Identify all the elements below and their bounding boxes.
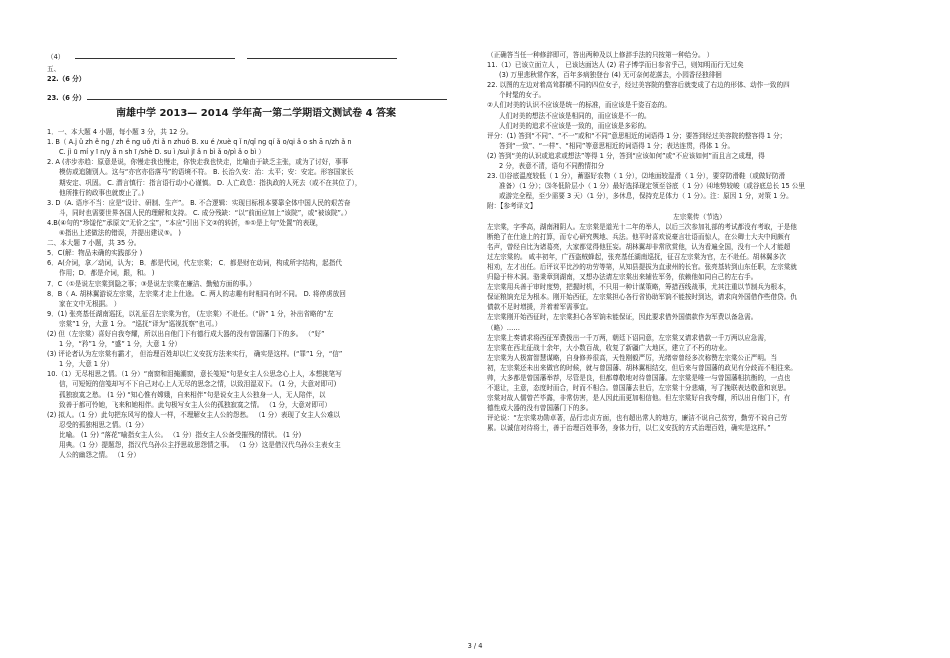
- text-line: 人们对美的追求不应该是一致的，而应该是多彩的。: [499, 121, 651, 130]
- text-line: (2) 答到“美的认识或追求或想法”等得 1 分，答到“应该如何”或“不应该如何”而且言之成理，得: [487, 151, 765, 160]
- right-answer-list: [487, 50, 912, 434]
- text-line: (2) 拟人。（1 分）此句把东风写的像人一样，不理解女主人公的怨愁。 （1 分）表现了女主人公难以: [47, 410, 341, 419]
- question-label: 22.（6 分）: [47, 75, 86, 84]
- text-line: 2 分，表意不清，语句不同酌情扣分: [499, 162, 605, 171]
- answer-line: [47, 91, 465, 105]
- text-line: 用典。（1 分）提题怨，指汉代乌孙公主抒思故思怨情之事。 （1 分）这是借汉代乌孙公主表女主: [59, 441, 341, 449]
- text-line: 初，左宗棠还未出来做官的时候，就与曾国藩、胡林翼相结交，但后来与曾国藩的政见有分歧而不相往来。: [487, 363, 797, 372]
- text-line: C. jì ū mí y ī n/y ǎ n sh ī /shè D. su ì /suì jī ǎ n bì ǎ o/pì ǎ o bì ）: [59, 148, 265, 157]
- text-line: 2. A (亦步亦趋：原意是说，你慢走我也慢走，你快走我也快走，比喻由于缺乏主张，或为了讨好，事事: [47, 158, 349, 167]
- question-number: （4）: [47, 53, 65, 61]
- text-line: 信，可短短的信笺却写不下自己对心上人无尽的思念之情，以致泪湿双下。 (1 分，大意对即可): [59, 380, 337, 389]
- text-line: 评分：(1) 答到“不同”、“不一”或和“不同”意思相近的词语得 1 分；要答到经过美容院的整容得 1 分；: [487, 131, 787, 140]
- text-line: ②人们对美的认识不应该是统一的标准，而应该是千姿百态的。: [487, 101, 671, 110]
- text-line: 宗棠对故人儒曾芒毕露，非常仿害，是人因此而更加相信他。但左宗棠好自我夸耀，所以出自他门下，有: [487, 394, 791, 403]
- text-line: 断绝了在仕途上的打算，而专心研究舆地、兵法。他平时喜欢说豪言壮语而惊人，在公卿士大夫中间颇有: [487, 232, 791, 241]
- text-line: 3. D（A. 语序不当：应是“设计、研制、生产”。 B. 不合逻辑：实现目标根本要靠全体中国人民的艰苦奋: [47, 198, 351, 207]
- text-line: 左宗棠在西北征战十余年，大小数百战，收复了新疆广大地区，建立了不朽的功业。: [487, 343, 731, 352]
- text-line: (3) 评论者认为左宗棠有霸才， 但治理百姓却以仁义安抚方法来实行， 确实是这样。(“罪”1 分，“信”: [47, 350, 343, 359]
- text-line: 答到“一致”、“一样”、“相同”等意思相近的词语得 1 分；表达连贯，得体 1 分。: [499, 141, 735, 150]
- text-line: 相劝，左才出任。后评议平比沙的功劳等第，从知县提拔为直隶州的长官。张亮基转到山东任职，左宗棠就: [487, 262, 797, 271]
- text-line: 评论说：“左宗棠功勋卓著，品行忠贞方面，也有超出常人的地方，廉洁不说自己贫穷，勤劳不说自己劳: [487, 414, 788, 423]
- text-line: 或游完全程，至少需要 3 天）（1 分），多休息，保持充足体力（ 1 分）。注：原因 1 分，对策 1 分。: [499, 192, 793, 201]
- text-line: 二、本大题 7 小题，共 35 分。: [47, 239, 141, 248]
- text-line: 5．C(解：物品未确的实践部分 ): [47, 249, 143, 258]
- answer-line: [47, 74, 465, 88]
- text-line: 孤独寂寞之愁。 (1 分) “知心惟有嫦娥，自来相伴”句是说女主人公独身一人，无人陪伴，以: [59, 390, 326, 399]
- text-line: 名声，曾经自比为诸葛亮，大家都觉得他狂妄。胡林翼却非常欣赏他，认为看遍全国，没有一个人才能超: [487, 242, 791, 251]
- text-line: 模仿或追随别人。这与“亦官亦俗落马”的语境不符。 B. 长治久安：治：太平；安：安定。形容国家长: [59, 168, 354, 177]
- text-line: 附：【参考译文】: [487, 202, 537, 211]
- text-line: 1 分，大意 1 分）: [59, 360, 114, 369]
- text-line: 左宗棠上奏请求将西征军费拨出一千万两，朝廷下诏同意，左宗棠又请求借款一千万两以应急需，: [487, 333, 771, 342]
- text-line: 宗棠”1 分，大意 1 分。 “巡抚”译为“巡视抚察”也可。）: [59, 319, 222, 328]
- text-line: 7．C（①是说左宗棠到隐之事；③是说左宗棠在廉洁、勤勉方面的事。）: [47, 279, 256, 288]
- text-line: 过左宗棠的。 咸丰初年，广西盗贼蜂起，张亮基任湖南巡抚，征召左宗棠为官，左不赴任。胡林翼多次: [487, 252, 786, 261]
- text-line: 9．(1) 张亮基任湖南巡抚，以礼征召左宗棠为官， (左宗棠）不赴任。（“辟” 1 分，补出省略的“左: [47, 309, 334, 318]
- text-line: 人们对美的想法不应该是相同的，而应该是不一的。: [499, 111, 651, 120]
- text-line: 10.（1）无尽相思之情。（1 分）“南窗和泪掩潮窗，意长笺短”句是女主人公思念心上人，本想挑笔写: [47, 370, 342, 379]
- text-line: 个时髦的女子。: [499, 91, 546, 100]
- text-line: (3) 万里悲秋常作客，百年多病独登台 (4) 无可奈何花落去，小园香径独徘徊: [499, 71, 722, 80]
- text-line: 左宗棠刚开始西征时，左宗棠担心各军饷未能保证，因此要求借外国债款作为军费以备急需。: [487, 313, 758, 322]
- text-line: 8．B（ A. 胡林翼游说左宗棠，左宗棠才走上仕途。 C. 两人的志趣有时相同有时不同。 D. 将停虏放回: [47, 289, 346, 298]
- answer-blank: [247, 50, 397, 59]
- text-line: 作用；D．都是介词，跟，和。 ): [59, 269, 155, 278]
- text-line: 他所推行的政事也就废止了。): [59, 188, 144, 197]
- text-line: 不退让，主意，态度时而合，时而不相合。曾国藩去世后，左宗棠十分悲痛，写了挽联表达敬意和哀思。: [487, 384, 791, 393]
- text-line: 人公的幽怨之情。 （1 分）: [59, 451, 140, 460]
- text-line: 累。以诚信对待将士，善于治理百姓事务，身体力行，以仁义安抚的方式治理百姓，确实是这样。”: [487, 424, 771, 433]
- text-line: 保证粮饷充足为根本。刚开始西征，左宗棠担心各行省协助军饷不能按时到达，请求向外国借作些借贷。仇: [487, 293, 797, 302]
- text-line: 22. 以图的左边对着高耸群横不同的四位女子，经过美容院的整容后就变成了右边的形体、动作一致的四: [487, 81, 790, 90]
- text-line: 左宗棠为人极富智慧谋略，自身修养很高，天性刚毅严厉，光绪帝曾经多次称赞左宗棠公正严明。当: [487, 353, 778, 362]
- text-line: 归隐于梓木洞。骆秉章到湖南，又想办法请左宗棠出来辅佐军务，依赖他如同自己的左右手。: [487, 273, 758, 282]
- text-line: 23. ⑴谷底温度较低（ 1 分），蓄器好农物（ 1 分），⑵地面较湿滑（ 1 分），要穿防滑鞋（或做好防滑: [487, 172, 786, 181]
- question-label: 23.（6 分）: [47, 94, 86, 103]
- text-line: （正确答当任一种修辞即可，答出两种及以上修辞手法的只按第一种给分。 ）: [487, 51, 714, 59]
- answer-blank: [75, 50, 235, 59]
- text-line: 比喻。 (1 分) “落花”喻指女主人公。 （1 分）指女主人公备受摧残的情状。 (1 分): [59, 430, 302, 439]
- text-line: 债款不足时增援，并着着军需事宜。: [487, 303, 593, 312]
- text-line: 1. B（ A.j ǔ zh ě ng / zh ě ng uǒ /ti ǎ n zhuó B. xu é /xuè q ǐ n/qǐ ng qí ǎ o/qi ǎ o sh ā n/zh ǎ n: [47, 138, 352, 147]
- text-line: (2) 但（左宗棠）喜好自我夸耀，所以出自他门下有德行成大器的没有曾国藩门下的多。 （“好”: [47, 329, 325, 338]
- text-line: 斗，同时也需要世界各国人民的理解和支持。 C. 成分残缺：“以”前面应加上“该院”，或“被该院”。）: [59, 208, 351, 217]
- text-line: 帅，大多都是曾国藩举荐，尽管是良，但都尊敬地对待曾国藩。左宗棠是唯一与曾国藩相抗衡的，一点也: [487, 374, 791, 382]
- text-line: 左宗棠，字季高，湖南湘阴人。左宗棠是道光十二年的举人，以后三次参加礼部的考试都没有考取，于是他: [487, 222, 797, 231]
- text-line: 准备）（1 分）；⑶冬低阶层小（ 1 分）最好选择现定领至谷底（ 1 分）⑷地势较峻（或谷底总长 15 公里: [499, 182, 805, 191]
- text-line: 期安定、巩固。 C. 潜言慎行：指言语行动小心谨慎。 D. 人亡政息：指执政的人死去（或不在其位了），: [59, 178, 362, 187]
- text-line: 1 分，“矜”1 分，“盛” 1 分，大意 1 分）: [59, 340, 182, 349]
- text-line: 1．一、本大题 4 小题，每小题 3 分，共 12 分。: [47, 128, 193, 137]
- text-line: 6．A(介词，拿／动词，认为； B．都是代词，代左宗棠； C．都是财在动词，构成所字结构，起指代: [47, 259, 342, 268]
- section-heading: 五、: [47, 65, 61, 73]
- right-column: [487, 50, 912, 434]
- text-line: （略）……: [487, 323, 520, 332]
- page-number: 3 / 4: [467, 642, 483, 650]
- text-line: 德性成大器的没有曾国藩门下的多。: [487, 404, 593, 413]
- left-column: [47, 50, 465, 460]
- text-line: 忍受的孤独相思之情。（1 分）: [59, 420, 148, 429]
- text-line: 家在文中无根据。 ）: [59, 299, 121, 308]
- answer-line: [47, 50, 465, 64]
- left-answer-list: [47, 127, 465, 460]
- text-line: ⑥指出上述做法的错误，并提出建议⑤。 ): [59, 229, 181, 238]
- text-line: 11.（1）已该立面立人 ， 已该达面达人 (2) 君子博学而日参省乎己，则知明而行无过矣: [487, 61, 744, 70]
- text-line: 致善于都可怜她，飞来和她相伴。此句极写女主人公的孤独寂寞之情。 （1 分，大意对即可）: [59, 400, 332, 409]
- text-line: 4.B(④句的“珍馐佗”承原文“无价之宝”，“本应”引出下文②的转折，⑤①是上句“处置”的表现，: [47, 218, 323, 227]
- text-line: 左宗棠用兵善于审时度势，把握时机，不只用一种计谋策略，筹措西线战事，尤其注重以节制兵为根本，: [487, 283, 791, 292]
- answer-blank: [87, 91, 447, 100]
- text-line: 左宗棠传（节选）: [673, 212, 726, 221]
- page-title: 南雄中学 2013— 2014 学年高一第二学期语文测试卷 4 答案: [115, 108, 397, 120]
